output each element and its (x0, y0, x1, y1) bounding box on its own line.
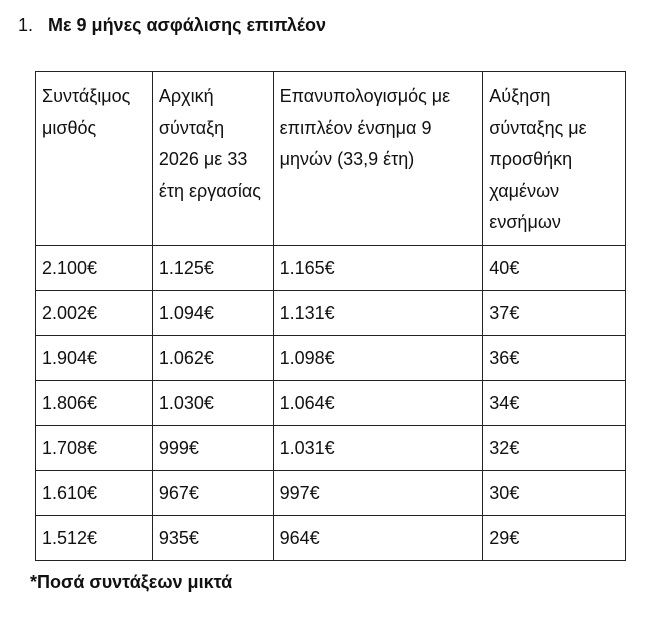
cell-salary: 2.100€ (36, 245, 153, 290)
cell-recalculation: 1.031€ (273, 425, 483, 470)
cell-initial-pension: 967€ (152, 470, 273, 515)
cell-recalculation: 1.064€ (273, 380, 483, 425)
cell-increase: 29€ (483, 515, 626, 560)
cell-increase: 32€ (483, 425, 626, 470)
table-row (36, 515, 626, 560)
cell-recalculation: 1.165€ (273, 245, 483, 290)
cell-salary: 2.002€ (36, 290, 153, 335)
table-header-row (36, 72, 626, 246)
table-row (36, 245, 626, 290)
cell-increase: 30€ (483, 470, 626, 515)
cell-initial-pension: 1.125€ (152, 245, 273, 290)
cell-initial-pension: 1.062€ (152, 335, 273, 380)
cell-salary: 1.708€ (36, 425, 153, 470)
cell-recalculation: 1.098€ (273, 335, 483, 380)
list-number: 1. (18, 15, 34, 35)
pension-table (35, 71, 626, 561)
cell-initial-pension: 999€ (152, 425, 273, 470)
cell-recalculation: 1.131€ (273, 290, 483, 335)
cell-initial-pension: 935€ (152, 515, 273, 560)
cell-recalculation: 964€ (273, 515, 483, 560)
table-row (36, 470, 626, 515)
table-row (36, 335, 626, 380)
cell-recalculation: 997€ (273, 470, 483, 515)
header-initial-pension: Αρχική σύνταξη 2026 με 33 έτη εργασίας (152, 72, 273, 246)
section-title: Με 9 μήνες ασφάλισης επιπλέον (48, 15, 327, 35)
header-recalculation: Επανυπολογισμός με επιπλέον ένσημα 9 μηνών (33,9 έτη) (273, 72, 483, 246)
cell-initial-pension: 1.094€ (152, 290, 273, 335)
cell-salary: 1.904€ (36, 335, 153, 380)
cell-increase: 34€ (483, 380, 626, 425)
section-heading (18, 13, 326, 37)
table-row (36, 380, 626, 425)
cell-initial-pension: 1.030€ (152, 380, 273, 425)
cell-salary: 1.610€ (36, 470, 153, 515)
table-row (36, 425, 626, 470)
cell-salary: 1.512€ (36, 515, 153, 560)
header-salary: Συντάξιμος μισθός (36, 72, 153, 246)
cell-increase: 40€ (483, 245, 626, 290)
header-increase: Αύξηση σύνταξης με προσθήκη χαμένων ενσήμων (483, 72, 626, 246)
cell-increase: 37€ (483, 290, 626, 335)
cell-salary: 1.806€ (36, 380, 153, 425)
footnote: *Ποσά συντάξεων μικτά (30, 572, 233, 592)
table-row (36, 290, 626, 335)
cell-increase: 36€ (483, 335, 626, 380)
